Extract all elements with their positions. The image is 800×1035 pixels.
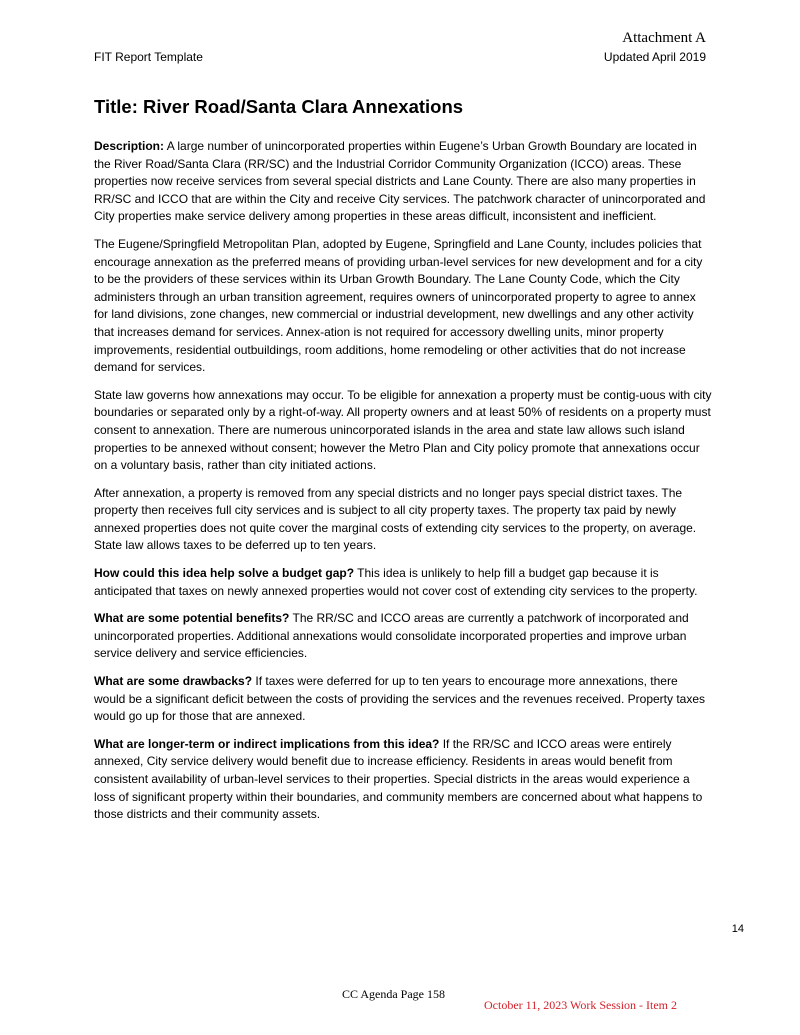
- paragraph-after-annexation: [94, 485, 712, 555]
- paragraph-text: State law governs how annexations may occur. To be eligible for annexation a property must be contig-uous with city boundaries or separated only by a right-of-way. All property owners and at least 50% of residents on a property must consent to annexation. There are numerous unincorporated islands in the area and state law allows such island properties to be annexed without consent; however the Metro Plan and City policy promote that annexations occur on a voluntary basis, rather than city initiated actions.: [94, 387, 712, 473]
- page-title: Title: River Road/Santa Clara Annexations: [94, 96, 464, 117]
- paragraph-text: This idea is unlikely to help fill a budget gap because it is anticipated that taxes on newly annexed properties would not cover cost of extending city services to the property.: [94, 566, 698, 598]
- paragraph-text: The Eugene/Springfield Metropolitan Plan, adopted by Eugene, Springfield and Lane County, includes policies that encourage annexation as the preferred means of providing urban-level services for new development and for a city to be the providers of these services within its Urban Growth Boundary. The Lane County Code, which the City administers through an urban transition agreement, requires owners of unincorporated property to agree to annex for land divisions, zone changes, new commercial or industrial development, new dwellings and any other activity that increases demand for services. Annex-ation is not required for accessory dwelling units, minor property improvements, residential outbuildings, room additions, home remodeling or other activities that do not increase demand for services.: [94, 236, 703, 375]
- template-label: FIT Report Template: [94, 50, 203, 64]
- paragraph-label: What are longer-term or indirect implications from this idea?: [94, 736, 440, 751]
- page-number: 14: [731, 923, 744, 935]
- paragraph-text: A large number of unincorporated properties within Eugene’s Urban Growth Boundary are located in the River Road/Santa Clara (RR/SC) and the Industrial Corridor Community Organization (ICCO) areas. These properties now receive services from several special districts and Lane County. There are also many properties in RR/SC and ICCO that are within the City and receive City services. The patchwork character of unincorporated and City properties make service delivery among properties in these areas difficult, inconsistent and inefficient.: [94, 139, 706, 224]
- paragraph-budget-gap: [94, 565, 712, 600]
- paragraph-label: What are some drawbacks?: [94, 674, 253, 689]
- paragraph-metro-plan: [94, 236, 712, 377]
- agenda-page-label: CC Agenda Page 158: [342, 987, 445, 1001]
- paragraph-text: After annexation, a property is removed from any special districts and no longer pays special district taxes. The property then receives full city services and is subject to all city property taxes. The property tax paid by newly annexed properties does not quite cover the marginal costs of extending city services to the property, on average. State law allows taxes to be deferred up to ten years.: [94, 485, 697, 553]
- paragraph-text: The RR/SC and ICCO areas are currently a patchwork of incorporated and unincorporated properties. Additional annexations would consolidate incorporated properties and improve urban service delivery and service efficiencies.: [94, 611, 689, 661]
- paragraph-drawbacks: [94, 673, 712, 726]
- work-session-stamp: October 11, 2023 Work Session - Item 2: [484, 998, 678, 1012]
- paragraph-implications: [94, 736, 712, 824]
- paragraph-label: What are some potential benefits?: [94, 611, 290, 626]
- paragraph-text: If taxes were deferred for up to ten years to encourage more annexations, there would be a significant deficit between the costs of providing the services and the revenues received. Property taxes would go up for those that are annexed.: [94, 674, 706, 724]
- document-body: [94, 138, 712, 834]
- paragraph-state-law: [94, 387, 712, 475]
- paragraph-text: If the RR/SC and ICCO areas were entirely annexed, City service delivery would benefit due to increase efficiency. Residents in areas would benefit from consistent availability of urban-level services to their properties. Special districts in the areas would experience a loss of significant property within their boundaries, and community members are concerned about what happens to those districts and their community assets.: [94, 736, 703, 822]
- updated-date: Updated April 2019: [603, 50, 706, 64]
- paragraph-description: [94, 138, 712, 226]
- paragraph-label: Description:: [94, 139, 165, 153]
- attachment-label: Attachment A: [622, 30, 706, 46]
- paragraph-label: How could this idea help solve a budget gap?: [94, 566, 355, 581]
- paragraph-benefits: [94, 610, 712, 663]
